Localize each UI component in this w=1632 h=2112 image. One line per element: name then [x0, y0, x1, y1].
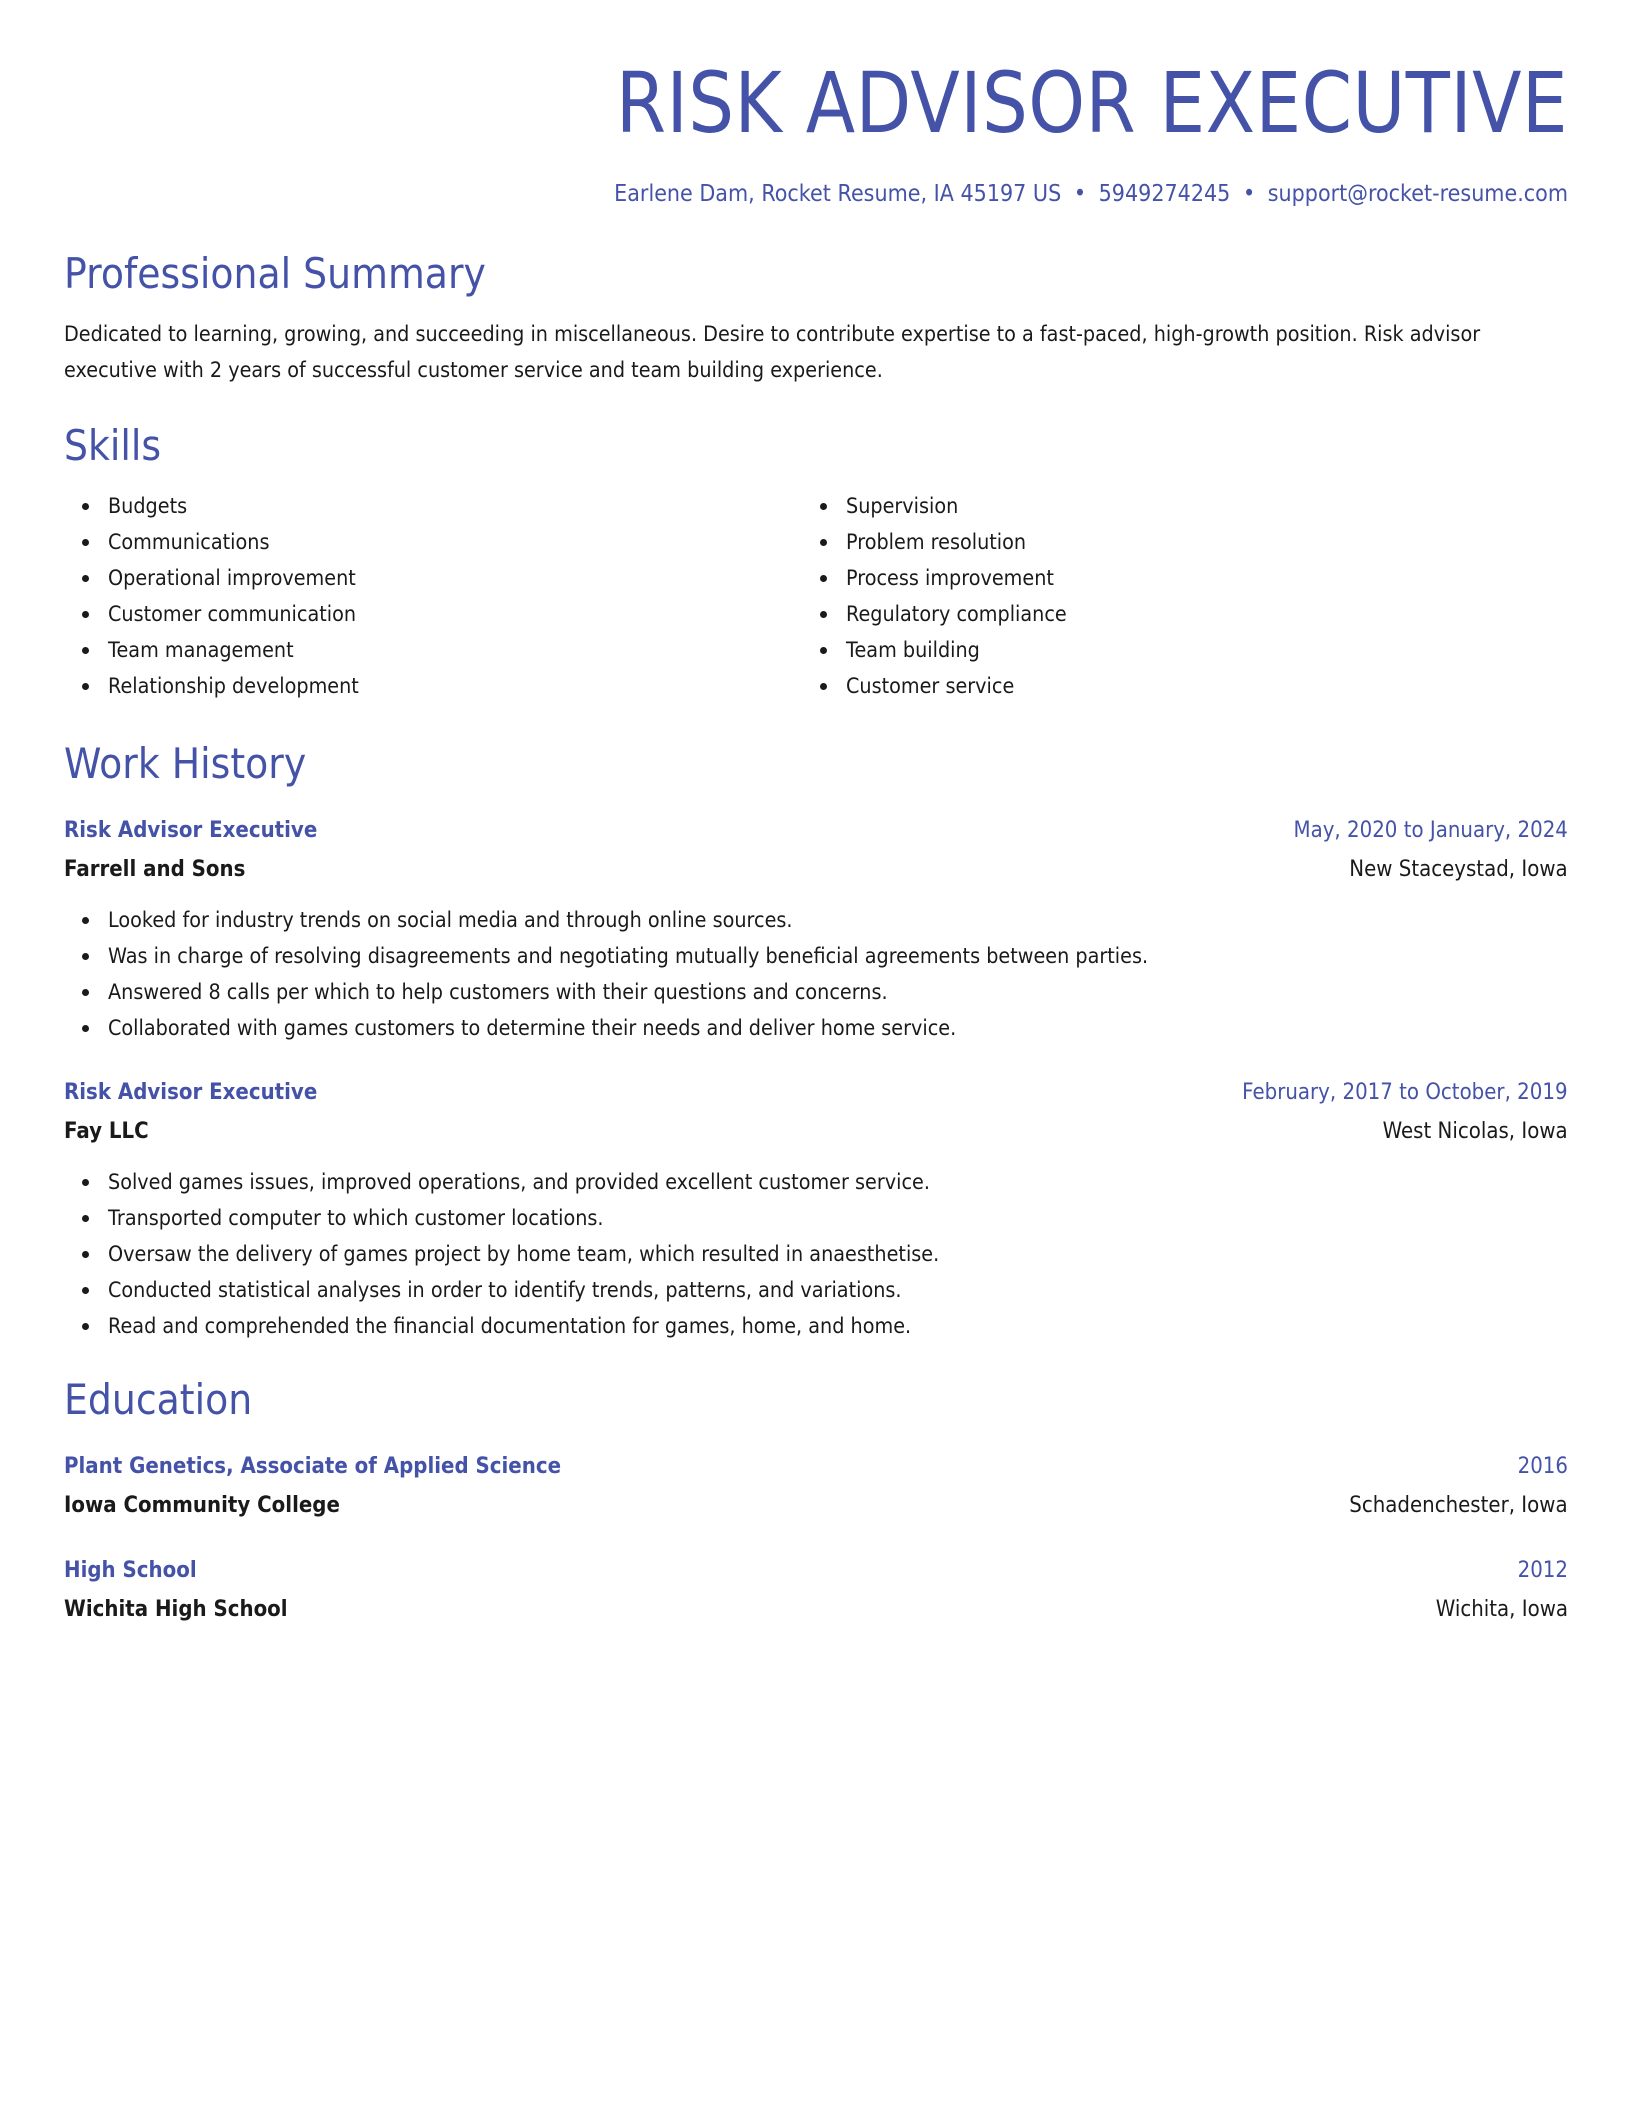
- contact-line: [214, 178, 1568, 210]
- skill-item: Customer communication: [108, 596, 802, 632]
- job-bullet: Transported computer to which customer locations.: [108, 1200, 1568, 1236]
- job-location: New Staceystad, Iowa: [1349, 857, 1568, 882]
- education-school-row: [64, 1486, 1568, 1526]
- job-bullet: Oversaw the delivery of games project by home team, which resulted in anaesthetise.: [108, 1236, 1568, 1272]
- job-header-row: [64, 1074, 1568, 1112]
- job-company: Farrell and Sons: [64, 857, 246, 882]
- skills-list-left: [64, 488, 802, 704]
- resume-title: RISK ADVISOR EXECUTIVE: [615, 54, 1568, 152]
- job-bullet: Solved games issues, improved operations, and provided excellent customer service.: [108, 1164, 1568, 1200]
- skills-section: [64, 420, 1568, 704]
- skill-item: Team management: [108, 632, 802, 668]
- skill-item: Communications: [108, 524, 802, 560]
- education-school-row: [64, 1590, 1568, 1630]
- education-location: Schadenchester, Iowa: [1349, 1493, 1568, 1518]
- education-location: Wichita, Iowa: [1435, 1597, 1568, 1622]
- job-bullet: Read and comprehended the financial documentation for games, home, and home.: [108, 1308, 1568, 1344]
- skill-item: Team building: [846, 632, 1540, 668]
- education-year: 2012: [1517, 1558, 1568, 1583]
- skills-heading: Skills: [64, 421, 162, 470]
- education-heading: Education: [64, 1375, 253, 1424]
- work-history-section: [64, 738, 1568, 1344]
- job-bullet: Answered 8 calls per which to help customers with their questions and concerns.: [108, 974, 1568, 1010]
- education-school: Iowa Community College: [64, 1493, 340, 1518]
- work-history-heading: Work History: [64, 739, 307, 788]
- skill-item: Process improvement: [846, 560, 1540, 596]
- job-bullet: Conducted statistical analyses in order to identify trends, patterns, and variations.: [108, 1272, 1568, 1308]
- summary-section: [64, 248, 1568, 388]
- skill-item: Problem resolution: [846, 524, 1540, 560]
- skill-item: Supervision: [846, 488, 1540, 524]
- education-degree: Plant Genetics, Associate of Applied Science: [64, 1454, 562, 1479]
- skill-item: Regulatory compliance: [846, 596, 1540, 632]
- skill-item: Customer service: [846, 668, 1540, 704]
- education-year: 2016: [1517, 1454, 1568, 1479]
- education-section: [64, 1374, 1568, 1630]
- skill-item: Operational improvement: [108, 560, 802, 596]
- summary-text: Dedicated to learning, growing, and succeeding in miscellaneous. Desire to contribute expertise to a fast-paced, high-growth position. Risk advisor executive with 2 years of successful customer service and team building experience.: [64, 322, 1481, 382]
- education-degree: High School: [64, 1558, 197, 1583]
- job-company-row: [64, 1112, 1568, 1152]
- job-bullet: Looked for industry trends on social media and through online sources.: [108, 902, 1568, 938]
- job-bullets: [64, 1164, 1568, 1344]
- summary-heading: Professional Summary: [64, 249, 486, 298]
- job-location: West Nicolas, Iowa: [1382, 1119, 1568, 1144]
- job-company-row: [64, 850, 1568, 890]
- job-header-row: [64, 812, 1568, 850]
- job-company: Fay LLC: [64, 1119, 149, 1144]
- job-role: Risk Advisor Executive: [64, 818, 318, 843]
- job-role: Risk Advisor Executive: [64, 1080, 318, 1105]
- contact-separator: •: [1073, 181, 1087, 207]
- skills-grid: [64, 488, 1568, 704]
- contact-separator: •: [1242, 181, 1256, 207]
- job-entry: [64, 812, 1568, 1046]
- contact-email[interactable]: support@rocket-resume.com: [1267, 181, 1568, 207]
- job-entry: [64, 1074, 1568, 1344]
- education-entry: [64, 1448, 1568, 1526]
- job-bullet: Collaborated with games customers to determine their needs and deliver home service.: [108, 1010, 1568, 1046]
- education-school: Wichita High School: [64, 1597, 288, 1622]
- education-header-row: [64, 1552, 1568, 1590]
- job-dates: May, 2020 to January, 2024: [1293, 818, 1568, 843]
- education-header-row: [64, 1448, 1568, 1486]
- skill-item: Relationship development: [108, 668, 802, 704]
- resume-header: [64, 48, 1568, 210]
- skill-item: Budgets: [108, 488, 802, 524]
- skills-list-right: [802, 488, 1540, 704]
- job-bullet: Was in charge of resolving disagreements and negotiating mutually beneficial agreements between parties.: [108, 938, 1568, 974]
- job-bullets: [64, 902, 1568, 1046]
- contact-phone: 5949274245: [1098, 181, 1231, 207]
- contact-address: Earlene Dam, Rocket Resume, IA 45197 US: [614, 181, 1062, 207]
- education-entry: [64, 1552, 1568, 1630]
- job-dates: February, 2017 to October, 2019: [1242, 1080, 1568, 1105]
